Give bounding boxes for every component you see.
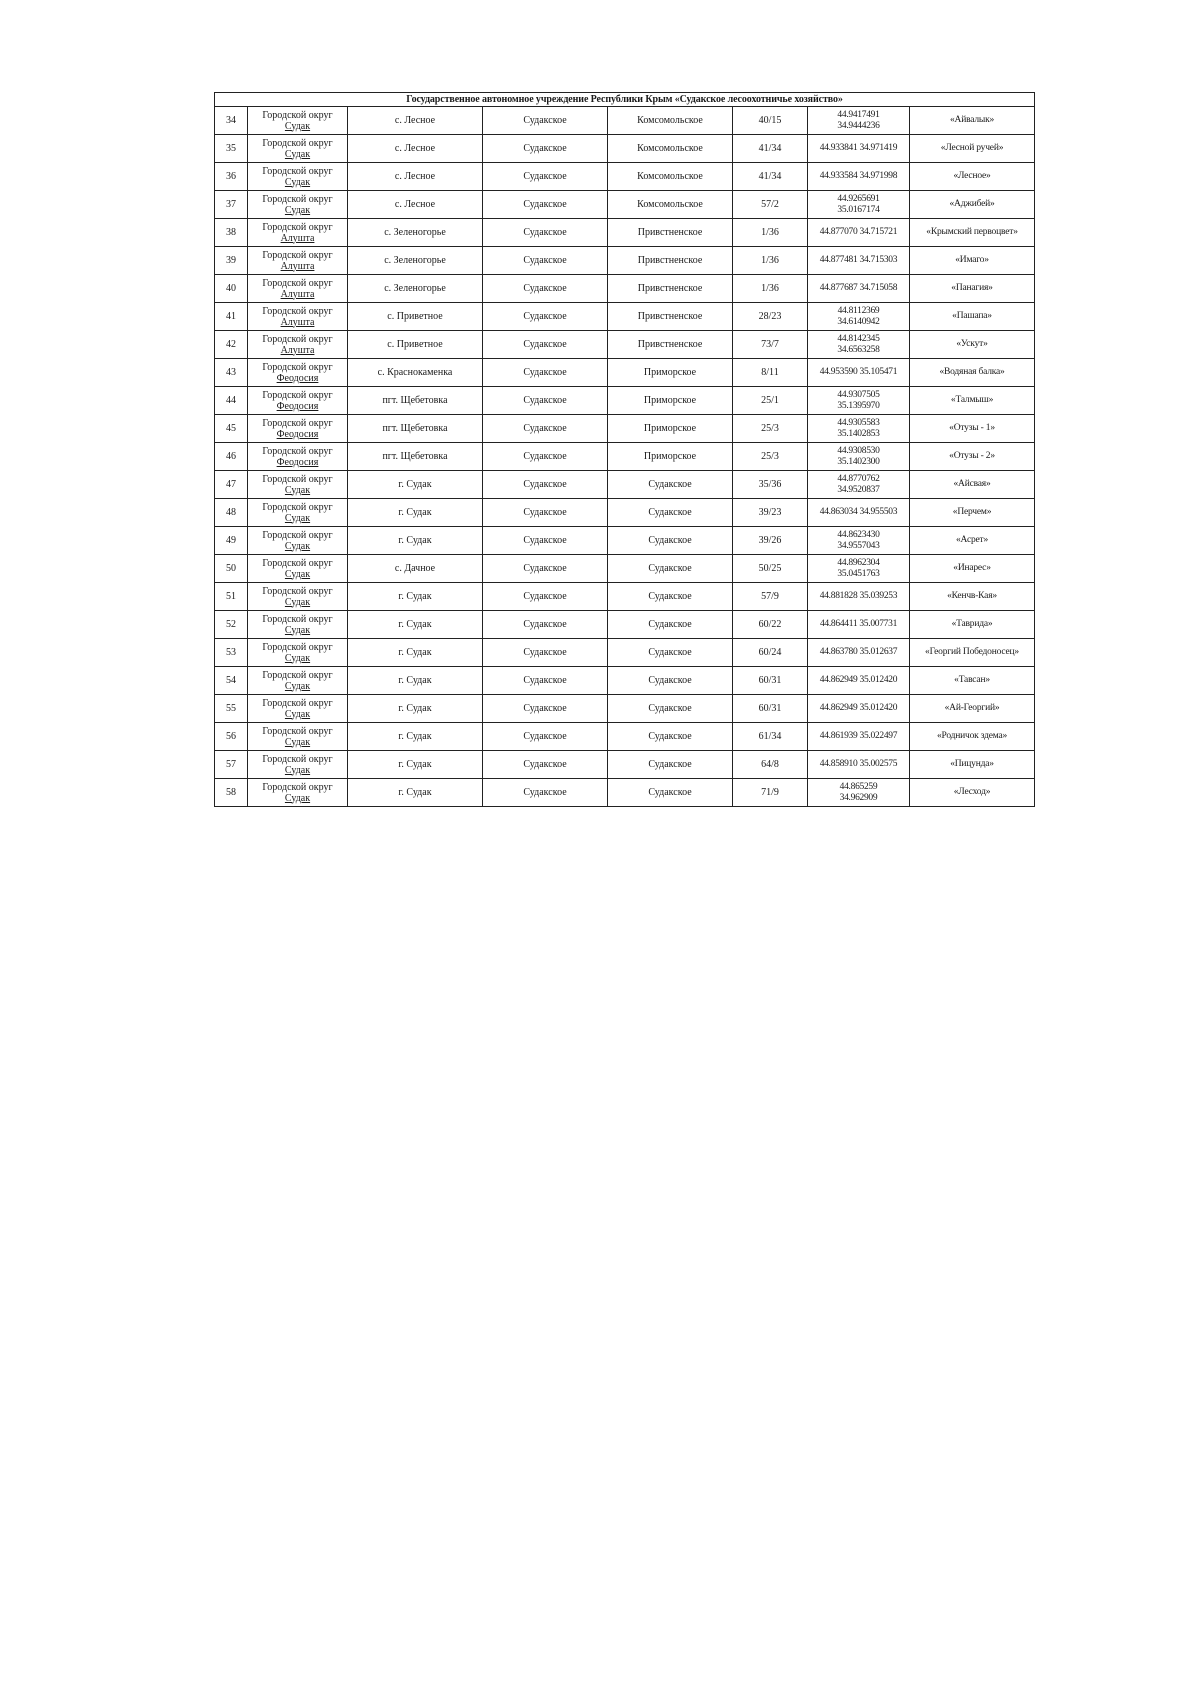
- quarter-cell: 61/34: [733, 723, 808, 751]
- row-number: 44: [215, 387, 248, 415]
- district-cell: [248, 331, 348, 359]
- district-line-2: Судак: [284, 148, 311, 160]
- site-name-cell: «Пашапа»: [910, 303, 1035, 331]
- district-line-1: Городской округ: [262, 529, 333, 541]
- district-line-2: Судак: [284, 568, 311, 580]
- district-cell: [248, 499, 348, 527]
- district-cell: [248, 527, 348, 555]
- settlement-cell: г. Судак: [348, 499, 483, 527]
- coordinates-cell: 44.863780 35.012637: [808, 639, 910, 667]
- quarter-cell: 1/36: [733, 275, 808, 303]
- site-name-cell: «Пицунда»: [910, 751, 1035, 779]
- forestry-cell: Судакское: [608, 695, 733, 723]
- site-name-cell: «Лесное»: [910, 163, 1035, 191]
- forestry-cell: Приморское: [608, 387, 733, 415]
- forestry-cell: Судакское: [608, 667, 733, 695]
- district-line-2: Судак: [284, 792, 311, 804]
- enterprise-cell: Судакское: [483, 303, 608, 331]
- district-line-1: Городской округ: [262, 501, 333, 513]
- quarter-cell: 1/36: [733, 247, 808, 275]
- district-cell: [248, 471, 348, 499]
- district-cell: [248, 695, 348, 723]
- coordinates-cell: 44.9305583 35.1402853: [808, 415, 910, 443]
- settlement-cell: г. Судак: [348, 667, 483, 695]
- district-line-1: Городской округ: [262, 249, 333, 261]
- enterprise-cell: Судакское: [483, 387, 608, 415]
- settlement-cell: пгт. Щебетовка: [348, 415, 483, 443]
- district-line-1: Городской округ: [262, 557, 333, 569]
- district-cell: [248, 555, 348, 583]
- row-number: 47: [215, 471, 248, 499]
- enterprise-cell: Судакское: [483, 751, 608, 779]
- settlement-cell: с. Лесное: [348, 107, 483, 135]
- district-cell: [248, 443, 348, 471]
- row-number: 56: [215, 723, 248, 751]
- district-cell: [248, 359, 348, 387]
- district-line-2: Судак: [284, 596, 311, 608]
- site-name-cell: «Асрет»: [910, 527, 1035, 555]
- coordinates-cell: 44.8112369 34.6140942: [808, 303, 910, 331]
- table-row: [215, 723, 1035, 751]
- site-name-cell: «Отузы - 2»: [910, 443, 1035, 471]
- forestry-cell: Судакское: [608, 555, 733, 583]
- district-line-1: Городской округ: [262, 165, 333, 177]
- district-cell: [248, 191, 348, 219]
- settlement-cell: с. Зеленогорье: [348, 247, 483, 275]
- coordinates-cell: 44.8770762 34.9520837: [808, 471, 910, 499]
- district-line-1: Городской округ: [262, 725, 333, 737]
- forestry-cell: Привстненское: [608, 275, 733, 303]
- district-line-2: Феодосия: [276, 400, 319, 412]
- forestry-cell: Комсомольское: [608, 191, 733, 219]
- table-row: [215, 191, 1035, 219]
- settlement-cell: с. Приветное: [348, 303, 483, 331]
- district-line-2: Судак: [284, 680, 311, 692]
- quarter-cell: 71/9: [733, 779, 808, 807]
- document-sheet: [214, 92, 1034, 807]
- enterprise-cell: Судакское: [483, 107, 608, 135]
- district-line-1: Городской округ: [262, 361, 333, 373]
- forestry-cell: Комсомольское: [608, 135, 733, 163]
- district-line-2: Судак: [284, 120, 311, 132]
- district-line-2: Феодосия: [276, 372, 319, 384]
- sites-table: [214, 92, 1035, 807]
- coordinates-cell: 44.863034 34.955503: [808, 499, 910, 527]
- district-line-2: Судак: [284, 736, 311, 748]
- district-cell: [248, 723, 348, 751]
- site-name-cell: «Ай-Георгий»: [910, 695, 1035, 723]
- settlement-cell: г. Судак: [348, 583, 483, 611]
- district-cell: [248, 247, 348, 275]
- forestry-cell: Комсомольское: [608, 107, 733, 135]
- table-row: [215, 107, 1035, 135]
- coordinates-cell: 44.862949 35.012420: [808, 667, 910, 695]
- settlement-cell: г. Судак: [348, 471, 483, 499]
- site-name-cell: «Отузы - 1»: [910, 415, 1035, 443]
- quarter-cell: 60/31: [733, 667, 808, 695]
- enterprise-cell: Судакское: [483, 583, 608, 611]
- quarter-cell: 50/25: [733, 555, 808, 583]
- table-row: [215, 639, 1035, 667]
- row-number: 35: [215, 135, 248, 163]
- forestry-cell: Приморское: [608, 359, 733, 387]
- row-number: 42: [215, 331, 248, 359]
- coordinates-cell: 44.858910 35.002575: [808, 751, 910, 779]
- table-row: [215, 583, 1035, 611]
- coordinates-cell: 44.933584 34.971998: [808, 163, 910, 191]
- row-number: 58: [215, 779, 248, 807]
- site-name-cell: «Инарес»: [910, 555, 1035, 583]
- table-row: [215, 359, 1035, 387]
- table-row: [215, 555, 1035, 583]
- forestry-cell: Привстненское: [608, 303, 733, 331]
- coordinates-cell: 44.881828 35.039253: [808, 583, 910, 611]
- enterprise-cell: Судакское: [483, 527, 608, 555]
- coordinates-cell: 44.877481 34.715303: [808, 247, 910, 275]
- district-cell: [248, 639, 348, 667]
- quarter-cell: 60/31: [733, 695, 808, 723]
- district-line-1: Городской округ: [262, 221, 333, 233]
- site-name-cell: «Аджибей»: [910, 191, 1035, 219]
- row-number: 41: [215, 303, 248, 331]
- enterprise-cell: Судакское: [483, 219, 608, 247]
- district-line-2: Судак: [284, 176, 311, 188]
- table-body: [215, 107, 1035, 807]
- quarter-cell: 41/34: [733, 135, 808, 163]
- enterprise-cell: Судакское: [483, 163, 608, 191]
- table-row: [215, 387, 1035, 415]
- quarter-cell: 57/2: [733, 191, 808, 219]
- district-cell: [248, 583, 348, 611]
- forestry-cell: Судакское: [608, 723, 733, 751]
- site-name-cell: «Айвалык»: [910, 107, 1035, 135]
- site-name-cell: «Кенчв-Кая»: [910, 583, 1035, 611]
- row-number: 48: [215, 499, 248, 527]
- district-line-2: Судак: [284, 708, 311, 720]
- forestry-cell: Привстненское: [608, 331, 733, 359]
- forestry-cell: Судакское: [608, 471, 733, 499]
- quarter-cell: 40/15: [733, 107, 808, 135]
- forestry-cell: Судакское: [608, 779, 733, 807]
- settlement-cell: г. Судак: [348, 639, 483, 667]
- table-row: [215, 499, 1035, 527]
- table-row: [215, 527, 1035, 555]
- district-cell: [248, 219, 348, 247]
- enterprise-cell: Судакское: [483, 415, 608, 443]
- site-name-cell: «Талмыш»: [910, 387, 1035, 415]
- row-number: 52: [215, 611, 248, 639]
- table-row: [215, 415, 1035, 443]
- quarter-cell: 1/36: [733, 219, 808, 247]
- settlement-cell: г. Судак: [348, 695, 483, 723]
- district-line-1: Городской округ: [262, 445, 333, 457]
- forestry-cell: Судакское: [608, 499, 733, 527]
- table-row: [215, 695, 1035, 723]
- table-title: Государственное автономное учреждение Республики Крым «Судакское лесоохотничье хозяйство»: [215, 93, 1035, 107]
- settlement-cell: с. Дачное: [348, 555, 483, 583]
- district-line-1: Городской округ: [262, 417, 333, 429]
- settlement-cell: с. Лесное: [348, 191, 483, 219]
- coordinates-cell: 44.953590 35.105471: [808, 359, 910, 387]
- coordinates-cell: 44.8962304 35.0451763: [808, 555, 910, 583]
- enterprise-cell: Судакское: [483, 471, 608, 499]
- quarter-cell: 39/26: [733, 527, 808, 555]
- district-cell: [248, 667, 348, 695]
- enterprise-cell: Судакское: [483, 443, 608, 471]
- district-line-1: Городской округ: [262, 137, 333, 149]
- settlement-cell: с. Зеленогорье: [348, 219, 483, 247]
- row-number: 45: [215, 415, 248, 443]
- table-row: [215, 331, 1035, 359]
- district-line-2: Судак: [284, 204, 311, 216]
- district-line-2: Судак: [284, 512, 311, 524]
- row-number: 34: [215, 107, 248, 135]
- district-cell: [248, 611, 348, 639]
- district-line-2: Феодосия: [276, 428, 319, 440]
- table-row: [215, 751, 1035, 779]
- quarter-cell: 39/23: [733, 499, 808, 527]
- district-cell: [248, 387, 348, 415]
- table-row: [215, 471, 1035, 499]
- row-number: 36: [215, 163, 248, 191]
- forestry-cell: Привстненское: [608, 247, 733, 275]
- site-name-cell: «Имаго»: [910, 247, 1035, 275]
- coordinates-cell: 44.933841 34.971419: [808, 135, 910, 163]
- forestry-cell: Судакское: [608, 527, 733, 555]
- row-number: 43: [215, 359, 248, 387]
- site-name-cell: «Водяная балка»: [910, 359, 1035, 387]
- table-row: [215, 611, 1035, 639]
- district-line-1: Городской округ: [262, 193, 333, 205]
- district-line-2: Феодосия: [276, 456, 319, 468]
- forestry-cell: Приморское: [608, 415, 733, 443]
- forestry-cell: Судакское: [608, 751, 733, 779]
- district-line-1: Городской округ: [262, 781, 333, 793]
- site-name-cell: «Крымский первоцвет»: [910, 219, 1035, 247]
- table-row: [215, 443, 1035, 471]
- settlement-cell: г. Судак: [348, 527, 483, 555]
- coordinates-cell: 44.9417491 34.9444236: [808, 107, 910, 135]
- district-line-1: Городской округ: [262, 669, 333, 681]
- settlement-cell: г. Судак: [348, 723, 483, 751]
- enterprise-cell: Судакское: [483, 667, 608, 695]
- settlement-cell: г. Судак: [348, 611, 483, 639]
- enterprise-cell: Судакское: [483, 331, 608, 359]
- coordinates-cell: 44.864411 35.007731: [808, 611, 910, 639]
- district-line-2: Алушта: [280, 232, 315, 244]
- quarter-cell: 8/11: [733, 359, 808, 387]
- enterprise-cell: Судакское: [483, 639, 608, 667]
- district-line-1: Городской округ: [262, 641, 333, 653]
- site-name-cell: «Лесход»: [910, 779, 1035, 807]
- site-name-cell: «Георгий Победоносец»: [910, 639, 1035, 667]
- settlement-cell: г. Судак: [348, 779, 483, 807]
- quarter-cell: 25/3: [733, 443, 808, 471]
- site-name-cell: «Перчем»: [910, 499, 1035, 527]
- site-name-cell: «Тавсан»: [910, 667, 1035, 695]
- coordinates-cell: 44.877687 34.715058: [808, 275, 910, 303]
- settlement-cell: пгт. Щебетовка: [348, 387, 483, 415]
- enterprise-cell: Судакское: [483, 723, 608, 751]
- site-name-cell: «Айсвая»: [910, 471, 1035, 499]
- site-name-cell: «Таврида»: [910, 611, 1035, 639]
- table-row: [215, 247, 1035, 275]
- forestry-cell: Приморское: [608, 443, 733, 471]
- enterprise-cell: Судакское: [483, 135, 608, 163]
- quarter-cell: 35/36: [733, 471, 808, 499]
- district-line-1: Городской округ: [262, 305, 333, 317]
- district-line-2: Алушта: [280, 260, 315, 272]
- quarter-cell: 57/9: [733, 583, 808, 611]
- settlement-cell: с. Зеленогорье: [348, 275, 483, 303]
- district-line-2: Судак: [284, 652, 311, 664]
- enterprise-cell: Судакское: [483, 499, 608, 527]
- table-row: [215, 779, 1035, 807]
- district-line-2: Алушта: [280, 316, 315, 328]
- enterprise-cell: Судакское: [483, 191, 608, 219]
- row-number: 49: [215, 527, 248, 555]
- forestry-cell: Судакское: [608, 639, 733, 667]
- coordinates-cell: 44.865259 34.962909: [808, 779, 910, 807]
- row-number: 46: [215, 443, 248, 471]
- district-cell: [248, 303, 348, 331]
- row-number: 57: [215, 751, 248, 779]
- settlement-cell: г. Судак: [348, 751, 483, 779]
- district-cell: [248, 163, 348, 191]
- row-number: 37: [215, 191, 248, 219]
- district-cell: [248, 779, 348, 807]
- enterprise-cell: Судакское: [483, 779, 608, 807]
- coordinates-cell: 44.862949 35.012420: [808, 695, 910, 723]
- table-row: [215, 667, 1035, 695]
- row-number: 38: [215, 219, 248, 247]
- district-cell: [248, 275, 348, 303]
- district-line-2: Судак: [284, 624, 311, 636]
- table-row: [215, 303, 1035, 331]
- quarter-cell: 25/1: [733, 387, 808, 415]
- coordinates-cell: 44.861939 35.022497: [808, 723, 910, 751]
- district-line-1: Городской округ: [262, 473, 333, 485]
- district-line-2: Судак: [284, 764, 311, 776]
- settlement-cell: пгт. Щебетовка: [348, 443, 483, 471]
- district-line-2: Алушта: [280, 288, 315, 300]
- district-line-1: Городской округ: [262, 277, 333, 289]
- row-number: 51: [215, 583, 248, 611]
- coordinates-cell: 44.9308530 35.1402300: [808, 443, 910, 471]
- district-line-2: Алушта: [280, 344, 315, 356]
- quarter-cell: 28/23: [733, 303, 808, 331]
- row-number: 54: [215, 667, 248, 695]
- district-line-1: Городской округ: [262, 613, 333, 625]
- quarter-cell: 60/22: [733, 611, 808, 639]
- coordinates-cell: 44.9265691 35.0167174: [808, 191, 910, 219]
- enterprise-cell: Судакское: [483, 359, 608, 387]
- enterprise-cell: Судакское: [483, 275, 608, 303]
- district-line-1: Городской округ: [262, 333, 333, 345]
- site-name-cell: «Родничок здема»: [910, 723, 1035, 751]
- coordinates-cell: 44.877070 34.715721: [808, 219, 910, 247]
- quarter-cell: 73/7: [733, 331, 808, 359]
- forestry-cell: Судакское: [608, 611, 733, 639]
- district-line-1: Городской округ: [262, 753, 333, 765]
- forestry-cell: Привстненское: [608, 219, 733, 247]
- row-number: 50: [215, 555, 248, 583]
- table-row: [215, 135, 1035, 163]
- district-line-1: Городской округ: [262, 585, 333, 597]
- site-name-cell: «Панагия»: [910, 275, 1035, 303]
- quarter-cell: 60/24: [733, 639, 808, 667]
- district-line-2: Судак: [284, 540, 311, 552]
- settlement-cell: с. Приветное: [348, 331, 483, 359]
- forestry-cell: Комсомольское: [608, 163, 733, 191]
- coordinates-cell: 44.9307505 35.1395970: [808, 387, 910, 415]
- district-line-1: Городской округ: [262, 697, 333, 709]
- district-cell: [248, 415, 348, 443]
- district-cell: [248, 751, 348, 779]
- settlement-cell: с. Лесное: [348, 135, 483, 163]
- quarter-cell: 25/3: [733, 415, 808, 443]
- enterprise-cell: Судакское: [483, 555, 608, 583]
- district-cell: [248, 135, 348, 163]
- table-row: [215, 163, 1035, 191]
- coordinates-cell: 44.8623430 34.9557043: [808, 527, 910, 555]
- row-number: 53: [215, 639, 248, 667]
- site-name-cell: «Лесной ручей»: [910, 135, 1035, 163]
- table-row: [215, 219, 1035, 247]
- quarter-cell: 64/8: [733, 751, 808, 779]
- district-line-1: Городской округ: [262, 389, 333, 401]
- district-line-1: Городской округ: [262, 109, 333, 121]
- district-cell: [248, 107, 348, 135]
- district-line-2: Судак: [284, 484, 311, 496]
- row-number: 40: [215, 275, 248, 303]
- enterprise-cell: Судакское: [483, 695, 608, 723]
- enterprise-cell: Судакское: [483, 247, 608, 275]
- settlement-cell: с. Лесное: [348, 163, 483, 191]
- settlement-cell: с. Краснокаменка: [348, 359, 483, 387]
- quarter-cell: 41/34: [733, 163, 808, 191]
- table-row: [215, 275, 1035, 303]
- forestry-cell: Судакское: [608, 583, 733, 611]
- coordinates-cell: 44.8142345 34.6563258: [808, 331, 910, 359]
- site-name-cell: «Ускут»: [910, 331, 1035, 359]
- row-number: 39: [215, 247, 248, 275]
- row-number: 55: [215, 695, 248, 723]
- enterprise-cell: Судакское: [483, 611, 608, 639]
